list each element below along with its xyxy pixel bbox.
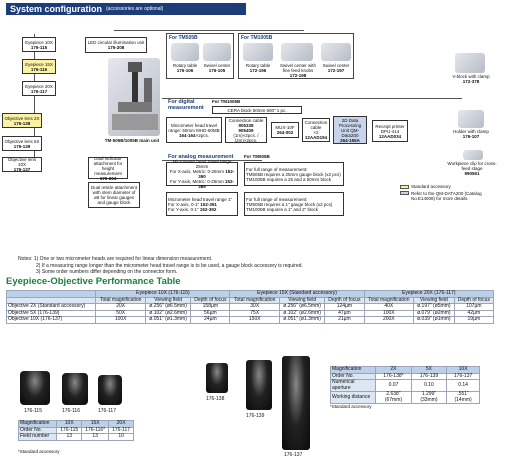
eyepiece-name: Eyepiece 10X [25, 39, 53, 45]
main-unit-text: TM-505B/1005B main unit [104, 138, 160, 143]
main-unit-label [94, 138, 170, 143]
microscope-icon [108, 58, 160, 136]
legend-qm-text: Refer to the QM-DATA200 (Catalog No.E14008) for more details. [411, 191, 482, 201]
eyepiece-name: Eyepiece 15X [25, 61, 53, 67]
analog-inch-box[interactable] [166, 192, 238, 216]
connection-cable-box[interactable] [225, 117, 267, 143]
objective-code: 176-139 [13, 143, 31, 149]
table-cell: 176-117 [109, 427, 134, 434]
table-cell: .551" (14mm) [447, 392, 480, 404]
table-cell: 30X [230, 304, 280, 311]
qm-code: 264-155A [340, 137, 360, 143]
subhead: Depth of focus [454, 297, 493, 304]
eyepiece-footnote: *Standard accessory [18, 449, 60, 454]
mux-box[interactable] [271, 122, 299, 138]
table-cell: ø.256" (ø6.5mm) [145, 304, 190, 311]
item-code: 172-198 [289, 73, 307, 78]
tm505b-label: For TM505B [169, 35, 198, 41]
micrometer-head-box[interactable] [166, 117, 222, 143]
digital-title-text: For digital measurement [168, 99, 204, 111]
v-block-label[interactable] [446, 74, 496, 84]
head-code: 164-164 [179, 132, 196, 138]
cera-block-box[interactable] [212, 106, 302, 114]
analog-for [244, 154, 284, 159]
tm1005b-label: For TM1005B [241, 35, 273, 41]
swivel-center-fine-image [281, 43, 313, 61]
table-cell: 124µm [325, 304, 364, 311]
table-cell: 2X [376, 367, 412, 374]
eyepiece-10x-box[interactable] [22, 37, 56, 52]
objective-name: Objective lens 5X [4, 138, 40, 144]
table-cell: 40X [364, 304, 414, 311]
cera-text: CERA block 50mm 500" 1 pc. [227, 107, 287, 113]
table-cell: Numerical aperture [331, 380, 376, 392]
analog-note-inch [244, 192, 344, 216]
group-header: Eyepiece 15X (Standard accessory) [230, 291, 364, 298]
digital-for-text: For TM1005B [212, 99, 241, 104]
table-cell: 176-137 [447, 373, 480, 380]
table-cell: 150X [230, 317, 280, 324]
item-name: V-block with clamp [452, 74, 490, 79]
table-cell: 176-116* [82, 427, 109, 434]
group-header: Eyepiece 20X (176-117) [364, 291, 493, 298]
objective-footnote: *Standard accessory [330, 404, 372, 409]
analog-code: 152-389 [198, 179, 235, 189]
connector-line [114, 30, 304, 31]
eyepiece-code: 176-116 [30, 66, 48, 72]
conn-code: 12AAD194 [304, 135, 328, 140]
objective-cell: Objective 10X (176-137) [7, 317, 96, 324]
table-row [7, 317, 494, 324]
analog-note: TM1005B requires a 1" and 2" block [246, 206, 318, 212]
objective-cell: Objective 5X (176-139) [7, 310, 96, 317]
analog-for-text: For TM505B [244, 154, 270, 159]
tm1005b-item[interactable] [319, 63, 353, 73]
analog-note: TM505B requires a 1" gauge block (x2 pcs) [246, 201, 333, 207]
printer-code: 12AAD034 [378, 133, 402, 139]
analog-row: For Y-axis, Metric: 0-25mm [169, 179, 224, 184]
table-cell: 20X [109, 421, 134, 428]
table-cell: 100X [364, 310, 414, 317]
table-cell: 13 [82, 434, 109, 441]
digital-for [212, 99, 262, 104]
table-cell: Magnification [331, 367, 376, 374]
item-code: 176-107 [462, 134, 480, 139]
table-cell: 176-138* [376, 373, 412, 380]
objective-cell: Objective 2X (Standard accessory) [7, 304, 96, 311]
qm-name: 2D Data Processing Unit QM-Data200 [338, 117, 362, 138]
table-cell: 100X [96, 317, 146, 324]
led-name: LED circular illumination unit [87, 40, 145, 45]
table-cell: 176-115 [57, 427, 82, 434]
tm1005b-group [238, 33, 354, 79]
table-cell: ø.051" (ø1.3mm) [279, 317, 324, 324]
objective-code: 176-137 [13, 167, 31, 172]
qm-data-box[interactable] [333, 116, 367, 144]
eyepiece-176-116-image [62, 373, 88, 405]
objective-spec-table [330, 366, 480, 404]
analog-note: For full range of measurement: [246, 196, 308, 202]
objective-caption: 176-137 [284, 452, 303, 458]
eyepiece-code: 176-115 [30, 44, 48, 50]
table-cell: Order No. [19, 427, 57, 434]
conn-unit: ×2 [313, 130, 319, 135]
subhead: Viewing field [279, 297, 324, 304]
analog-row: For Y-axis, 0-1" [168, 206, 199, 212]
table-cell: Order No. [331, 373, 376, 380]
tm505b-item[interactable] [169, 63, 201, 73]
table-cell: 0.07 [376, 380, 412, 392]
item-code: 172-378 [462, 79, 480, 84]
subhead: Depth of focus [325, 297, 364, 304]
table-cell: ø.039" (ø1mm) [414, 317, 455, 324]
table-cell: Magnification [19, 421, 57, 428]
table-cell: ø.256" (ø6.5mm) [279, 304, 324, 311]
item-code: 990561 [464, 171, 480, 176]
table-cell: 200X [364, 317, 414, 324]
item-name: Workpiece clip for cross-feed stage [447, 161, 497, 171]
head-text: Micrometer head travel range: 50mm MHD-50MB [168, 122, 220, 133]
performance-table [6, 290, 494, 324]
analog-code: 152-392 [199, 206, 217, 212]
rotary-table-image [243, 43, 273, 61]
item-code: 172-196 [249, 68, 267, 73]
cable-unit: (1m)×2pcs. / (2m)×2pcs. [233, 132, 259, 143]
head-unit: ×2pcs. [195, 132, 209, 138]
swivel-center-image [203, 43, 231, 61]
legend-qm [400, 191, 491, 201]
table-cell: 10X [447, 367, 480, 374]
eyepiece-15x-box[interactable] [22, 59, 56, 74]
table-cell: 13 [57, 434, 82, 441]
item-name: Swivel center [203, 63, 231, 68]
connection-cable-2-box[interactable] [302, 118, 330, 142]
analog-note: TM505B requires a 25mm gauge block (x2 pcs) [246, 171, 341, 177]
notes-block [18, 256, 303, 276]
dual-reticle-text: Dual reticle attachment with stem diameter of ø8 for linear gauges and gauge block [90, 185, 138, 205]
tm1005b-item[interactable] [276, 63, 320, 78]
table-cell: 0.14 [447, 380, 480, 392]
tm505b-group [166, 33, 234, 79]
note-line: 2) If a measuring range longer than the micrometer head travel range is to be used, a gauge block accessory is required. [36, 262, 303, 269]
objective-name: Objective lens 10X [7, 157, 37, 167]
subhead: Viewing field [145, 297, 190, 304]
analog-note: TM1005B requires a 25 and a 50mm block [246, 176, 332, 182]
analog-note-metric [244, 162, 344, 186]
objective-176-138-image [206, 363, 228, 393]
subhead: Total magnification [230, 297, 280, 304]
objective-caption: 176-138 [206, 396, 225, 402]
eyepiece-caption: 176-115 [24, 408, 42, 414]
objective-176-137-image [282, 356, 310, 450]
section-header-system [6, 3, 246, 15]
cable-code: 905338 [238, 122, 254, 128]
eyepiece-176-117-image [98, 375, 122, 405]
table-cell: 19µm [454, 317, 493, 324]
digital-title [168, 99, 208, 111]
analog-note: For full range of measurement: [246, 166, 308, 172]
table-cell: ø.051" (ø1.3mm) [145, 317, 190, 324]
mux-code: 264-002 [276, 130, 294, 135]
objective-176-139-image [246, 360, 272, 410]
analog-code: 152-390 [198, 169, 235, 179]
eyepiece-spec-table [18, 420, 134, 441]
workpiece-clip-label[interactable] [446, 161, 498, 176]
mux-name: MUX-10F [275, 125, 295, 130]
eyepiece-code: 176-117 [30, 88, 48, 94]
table-cell: ø.102" (ø2.6mm) [279, 310, 324, 317]
table-cell: 10X [57, 421, 82, 428]
objective-2x-box[interactable] [2, 113, 42, 128]
subhead: Total magnification [96, 297, 146, 304]
item-code: 172-197 [327, 68, 345, 73]
item-name: Holder with clamp [453, 129, 489, 134]
page-title: System configuration [10, 4, 103, 14]
analog-code: 152-391 [200, 201, 217, 207]
holder-clamp-image [458, 110, 484, 128]
swivel-center-image [321, 43, 351, 61]
analog-title-text: For analog measurement [168, 154, 234, 160]
tm505b-item[interactable] [201, 63, 233, 73]
objective-name: Objective lens 2X [4, 115, 40, 121]
dual-reticle-note [88, 182, 140, 208]
item-name: Swivel center [322, 63, 350, 68]
receipt-printer-box[interactable] [372, 120, 408, 142]
v-block-image [455, 53, 485, 73]
perf-table-title: Eyepiece-Objective Performance Table [6, 276, 181, 287]
table-cell: 24µm [191, 317, 230, 324]
table-cell: 50X [96, 310, 146, 317]
eyepiece-caption: 176-117 [98, 408, 116, 414]
table-cell: 107µm [454, 304, 493, 311]
table-cell: Working distance [331, 392, 376, 404]
table-cell: 0.10 [411, 380, 447, 392]
legend-std [400, 184, 451, 189]
led-code: 176-208 [107, 45, 125, 50]
table-cell: 2.638" (67mm) [376, 392, 412, 404]
analog-metric-box[interactable] [166, 159, 238, 189]
table-cell: 75X [230, 310, 280, 317]
objective-caption: 176-139 [246, 413, 265, 419]
table-cell: 10 [109, 434, 134, 441]
table-cell: 47µm [325, 310, 364, 317]
table-cell: 42µm [454, 310, 493, 317]
led-illumination-box[interactable] [85, 37, 147, 53]
page-subtitle: (accessories are optional) [106, 6, 164, 12]
table-cell: 176-139 [411, 373, 447, 380]
note-line: Notes: 1) One or two micrometer heads are required for linear dimension measurement. [18, 256, 213, 262]
table-cell: 5X [411, 367, 447, 374]
legend-swatch-yellow [400, 185, 409, 189]
table-cell: 15X [82, 421, 109, 428]
table-cell: 20X [96, 304, 146, 311]
tm1005b-item[interactable] [240, 63, 276, 73]
table-cell: ø.197" (ø5mm) [414, 304, 455, 311]
item-code: 176-105 [208, 68, 226, 73]
printer-name: Receipt printer DPU-414 [375, 123, 405, 134]
item-name: Rotary table [172, 63, 198, 68]
objective-5x-box[interactable] [2, 136, 42, 151]
dual-indicator-box[interactable] [88, 157, 128, 179]
table-cell: 56µm [191, 310, 230, 317]
note-line: 3) Some order numbers differ depending on the connector form. [36, 269, 178, 275]
rotary-table-image [171, 43, 199, 61]
item-code: 176-106 [176, 68, 194, 73]
table-cell: 1.299" (33mm) [411, 392, 447, 404]
eyepiece-caption: 176-116 [62, 408, 80, 414]
eyepiece-20x-box[interactable] [22, 81, 56, 96]
microscope-image [108, 58, 160, 136]
legend-std-text: Standard accessory [411, 184, 451, 189]
subhead: Total magnification [364, 297, 414, 304]
subhead: Viewing field [414, 297, 455, 304]
analog-row: Micrometer head travel range 25mm [172, 159, 232, 169]
item-name: Rotary table [245, 63, 271, 68]
eyepiece-name: Eyepiece 20X [25, 83, 53, 89]
table-cell: ø.102" (ø2.6mm) [145, 310, 190, 317]
holder-clamp-label[interactable] [446, 129, 496, 139]
conn-name: Connection cable [304, 120, 328, 130]
analog-row: For X-axis, Metric: 0-25mm [169, 169, 224, 174]
analog-row: Micrometer head travel range 1" [168, 196, 233, 202]
table-cell: 21µm [325, 317, 364, 324]
table-cell: 158µm [191, 304, 230, 311]
eyepiece-176-115-image [20, 371, 50, 405]
subhead: Depth of focus [191, 297, 230, 304]
legend-swatch-blue [400, 191, 409, 195]
analog-row: For X-axis, 0-1" [168, 201, 200, 207]
cable-code: 905409 [238, 127, 254, 133]
table-cell: ø.079" (ø2mm) [414, 310, 455, 317]
workpiece-clip-image [463, 150, 483, 160]
table-cell: Field number [19, 434, 57, 441]
item-name: Swivel center with fine feed knobs [279, 63, 316, 73]
dual-indicator-code: 176-204 [99, 175, 117, 181]
cable-text: Connection cable [228, 117, 264, 123]
dual-indicator-name: Dual indicator attachment for height measurement [93, 155, 123, 176]
group-header: Eyepiece 10X (176-115) [96, 291, 230, 298]
objective-code: 176-138 [13, 120, 31, 126]
objective-10x-box[interactable] [2, 157, 42, 172]
